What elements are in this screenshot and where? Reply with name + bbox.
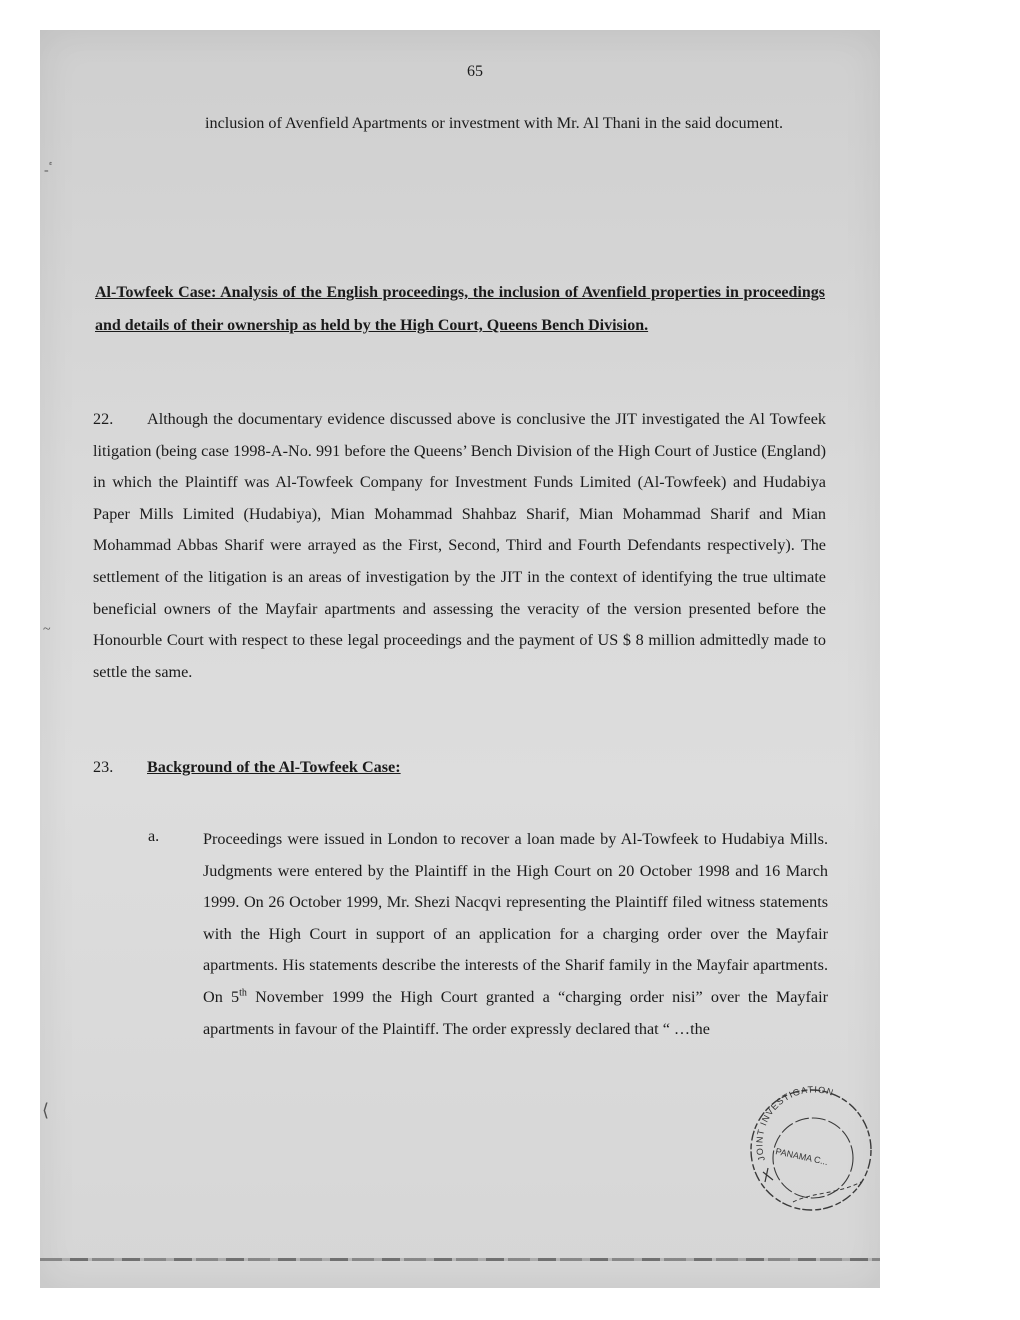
- list-item-label: a.: [148, 827, 160, 845]
- list-item-text: [203, 824, 828, 1045]
- official-stamp: [743, 1082, 875, 1214]
- margin-tick-mark: -ٴ: [44, 163, 53, 178]
- stamp-outer-text: JOINT INVESTIGATION: [754, 1084, 836, 1163]
- bottom-edge-line: [40, 1258, 880, 1261]
- paragraph-22: [93, 404, 826, 688]
- intro-paragraph: inclusion of Avenfield Apartments or investment with Mr. Al Thani in the said document.: [205, 114, 784, 132]
- item-text-before: Proceedings were issued in London to recover a loan made by Al-Towfeek to Hudabiya Mills. Judgments were entered by the Plaintiff in the High Court on 20 October 1998 and 16 March 1999. On 26 October 1999, Mr. Shezi Nacqvi representing the Plaintiff filed witness statements with the High Court in support of an application for a charging order over the Mayfair apartments. His statements describe the interests of the Sharif family in the Mayfair apartments. On 5: [203, 830, 828, 1006]
- section-number: 23.: [93, 758, 114, 776]
- section-heading: Al-Towfeek Case: Analysis of the English proceedings, the inclusion of Avenfield properties in proceedings and details of their ownership as held by the High Court, Queens Bench Division.: [95, 284, 825, 334]
- section-title: Background of the Al-Towfeek Case:: [147, 758, 401, 776]
- item-text-after: November 1999 the High Court granted a “charging order nisi” over the Mayfair apartments in favour of the Plaintiff. The order expressly declared that “ …the: [203, 987, 828, 1038]
- margin-tick-mark: ⟨: [42, 1100, 50, 1120]
- stamp-inner-text: PANAMA C...: [774, 1146, 829, 1168]
- section-23-heading: [93, 758, 401, 777]
- margin-tick-mark: ~: [43, 622, 51, 637]
- paragraph-text: Although the documentary evidence discussed above is conclusive the JIT investigated the Al Towfeek litigation (being case 1998-A-No. 991 before the Queens’ Bench Division of the High Court of Justice (England) in which the Plaintiff was Al-Towfeek Company for Investment Funds Limited (Al-Towfeek) and Hudabiya Paper Mills Limited (Hudabiya), Mian Mohammad Shahbaz Sharif, Mian Mohammad Sharif and Mian Mohammad Abbas Sharif were arrayed as the First, Second, Third and Fourth Defendants respectively). The settlement of the litigation is an areas of investigation by the JIT in the context of identifying the true ultimate beneficial owners of the Mayfair apartments and assessing the veracity of the version presented before the Honourble Court with respect to these legal proceedings and the payment of US $ 8 million admittedly made to settle the same.: [93, 410, 826, 681]
- page-number: 65: [467, 63, 483, 80]
- ordinal-superscript: th: [239, 987, 247, 999]
- document-page: [40, 30, 880, 1288]
- paragraph-number: 22.: [93, 410, 114, 428]
